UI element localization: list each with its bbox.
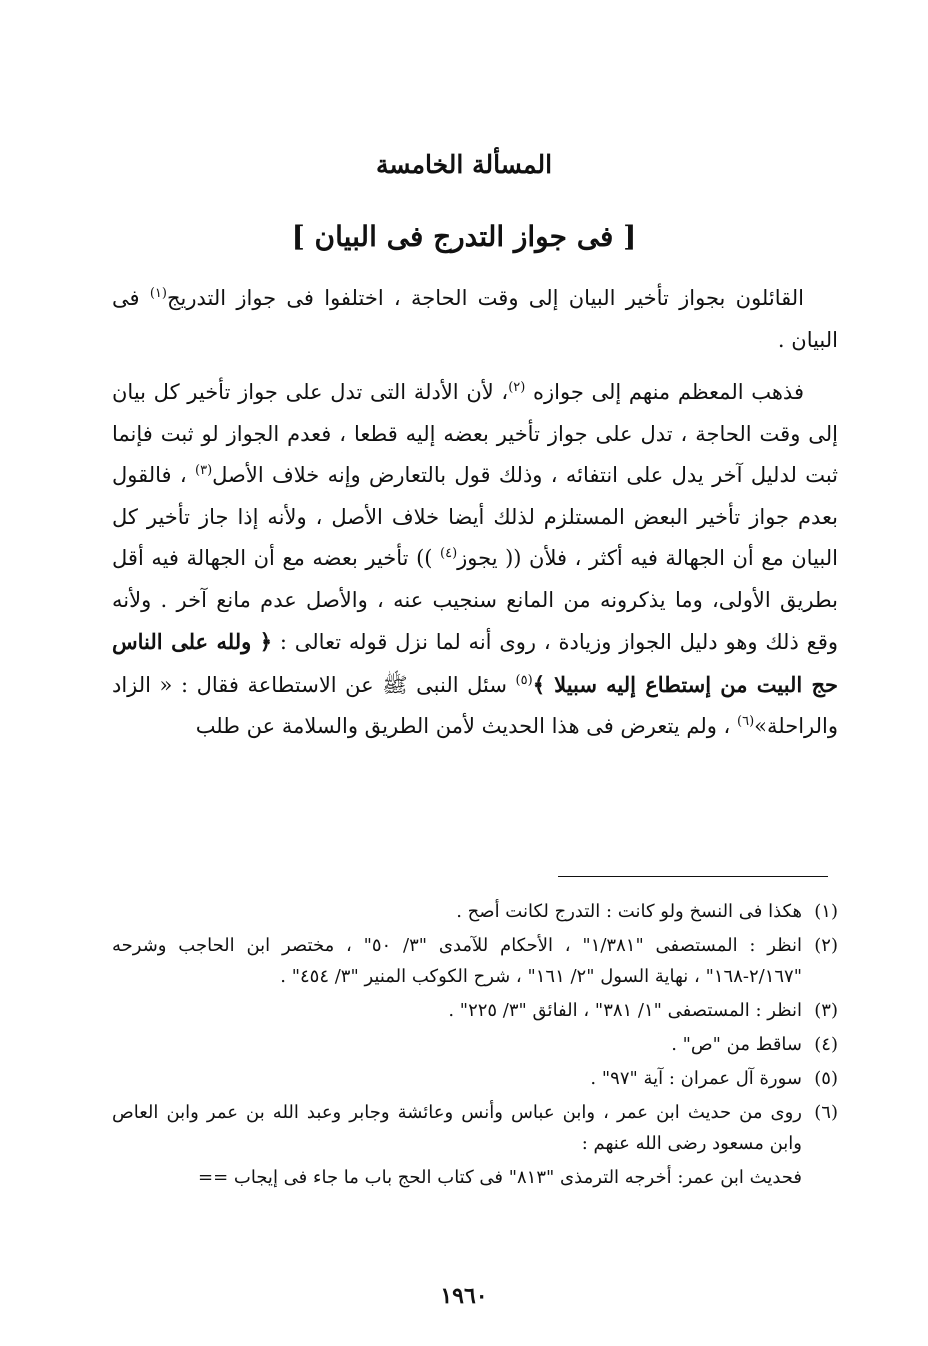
footnote-ref-1: (١) bbox=[149, 286, 167, 301]
paragraph-2-text-f: ، ولم يتعرض فى هذا الحديث لأمن الطريق والسلامة عن طلب bbox=[195, 714, 738, 738]
paragraph-2-text-d: )) تأخير بعضه مع أن الجهالة فيه أقل بطريق الأولى، وما يذكرونه من المانع سنجيب عنه ، والأصل عدم مانع آخر . ولأنه وقع ذلك وهو دليل الجواز وزيادة ، روى أنه لما نزل قوله تعالى : bbox=[112, 546, 838, 654]
main-text bbox=[112, 278, 838, 748]
footnotes bbox=[112, 896, 838, 1193]
footnote-number: (١) bbox=[814, 901, 838, 922]
quran-verse: ﴿ ولله على الناس حج البيت من إستطاع إليه سبيلا ﴾ bbox=[112, 629, 838, 697]
footnote-number: (٢) bbox=[814, 935, 838, 956]
paragraph-2 bbox=[112, 372, 838, 748]
section-title: [ فى جواز التدرج فى البيان ] bbox=[291, 220, 637, 253]
footnote-separator bbox=[558, 876, 828, 877]
paragraph-1-text-b: فى البيان . bbox=[112, 286, 838, 352]
paragraph-2-text-b: ، لأن الأدلة التى تدل على جواز تأخير كل بيان إلى وقت الحاجة ، تدل على جواز تأخير بعضه إليه قطعا ، فعدم الجواز لو ثبت فإنما ثبت لدليل آخر يدل على انتفائه ، وذلك قول بالتعارض وإنه خلاف الأصل bbox=[112, 380, 838, 487]
footnote-ref-3: (٣) bbox=[195, 463, 213, 478]
paragraph-2-text-a: فذهب المعظم منهم إلى جوازه bbox=[525, 380, 804, 404]
chapter-title: المسألة الخامسة bbox=[375, 150, 553, 179]
footnote bbox=[112, 930, 838, 992]
footnote-ref-6: (٦) bbox=[737, 714, 755, 729]
footnote-ref-4: (٤) bbox=[440, 546, 458, 561]
footnote bbox=[112, 1029, 838, 1060]
paragraph-1 bbox=[112, 278, 838, 361]
footnote bbox=[112, 1063, 838, 1094]
footnote-text: هكذا فى النسخ ولو كانت : التدرج لكانت أصح . bbox=[456, 901, 802, 922]
footnote-ref-5: (٥) bbox=[515, 672, 533, 688]
footnote-number: (٣) bbox=[814, 1000, 838, 1021]
footnote bbox=[112, 995, 838, 1026]
footnote-text: روى من حديث ابن عمر ، وابن عباس وأنس وعائشة وجابر وعبد الله بن عمر وابن العاص وابن مسعود رضى الله عنهم : bbox=[112, 1102, 802, 1154]
footnote-number: (٥) bbox=[814, 1068, 838, 1089]
footnote-text: سورة آل عمران : آية "٩٧" . bbox=[590, 1068, 802, 1089]
page-number: ١٩٦٠ bbox=[440, 1283, 488, 1309]
footnote-number: (٤) bbox=[814, 1034, 838, 1055]
footnote-ref-2: (٢) bbox=[508, 380, 526, 395]
footnote bbox=[112, 1097, 838, 1159]
paragraph-1-text-a: القائلون بجواز تأخير البيان إلى وقت الحاجة ، اختلفوا فى جواز التدريج bbox=[166, 286, 804, 310]
footnote-continuation: فحديث ابن عمر: أخرجه الترمذى "٨١٣" فى كتاب الحج باب ما جاء فى إيجاب == bbox=[198, 1167, 802, 1188]
footnote-number: (٦) bbox=[814, 1102, 838, 1123]
paragraph-2-text-e: سئل النبى ﷺ عن الاستطاعة فقال : « الزاد والراحلة» bbox=[112, 672, 838, 738]
footnote bbox=[112, 896, 838, 927]
footnote-text: انظر : المستصفى "١/ ٣٨١" ، الفائق "٣/ ٢٢٥" . bbox=[448, 1000, 802, 1021]
footnote-text: ساقط من "ص" . bbox=[671, 1034, 802, 1055]
paragraph-2-text-c: ، فالقول بعدم جواز تأخير البعض المستلزم لذلك أيضا خلاف الأصل ، ولأنه إذا جاز تأخير كل البيان مع أن الجهالة فيه أكثر ، فلأن (( يجوز bbox=[112, 463, 838, 570]
footnote-text: انظر : المستصفى "١/٣٨١" ، الأحكام للآمدى "٣/ ٥٠" ، مختصر ابن الحاجب وشرحه "٢/١٦٧-١٦٨" ، نهاية السول "٢/ ١٦١" ، شرح الكوكب المنير "٣/ ٤٥٤" . bbox=[112, 935, 802, 987]
